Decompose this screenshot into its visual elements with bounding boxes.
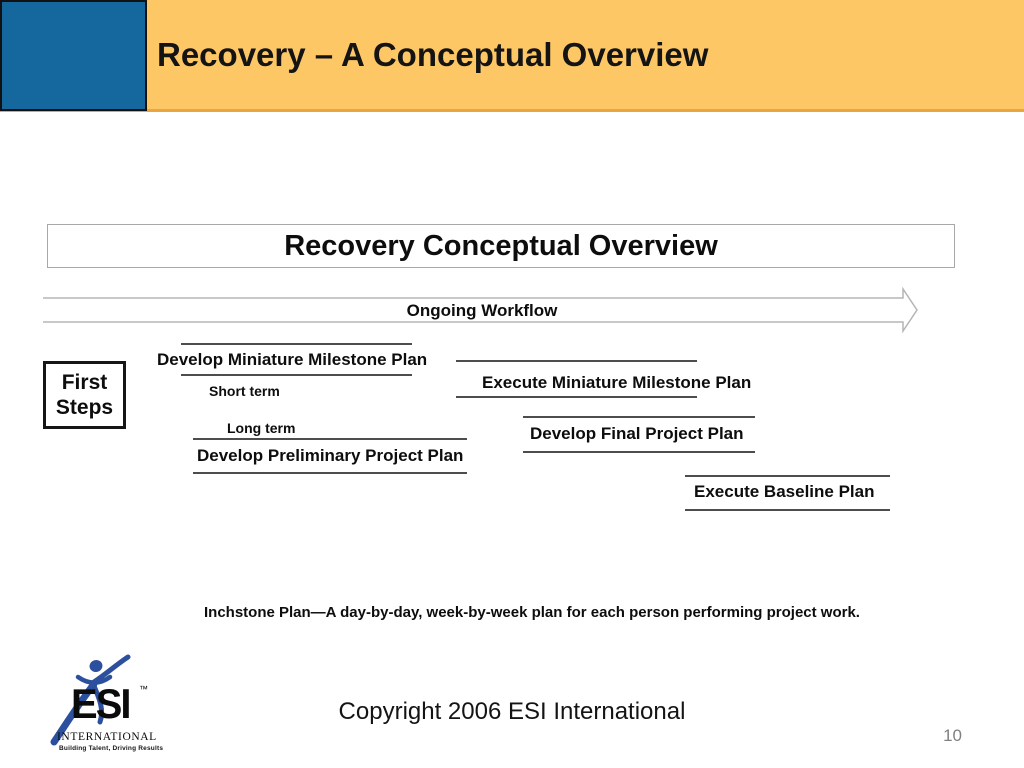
milestone-label-develop-preliminary: Develop Preliminary Project Plan [197,446,464,465]
slide-title: Recovery – A Conceptual Overview [157,35,709,73]
logo-brand-text: ESI [71,680,130,727]
milestone-line [456,396,697,398]
milestone-line [193,438,467,440]
milestone-label-develop-final: Develop Final Project Plan [530,424,744,443]
logo-tagline: Building Talent, Driving Results [59,745,164,752]
milestone-line [523,416,755,418]
milestone-line [685,509,890,511]
milestone-line [181,374,412,376]
header-banner [0,0,1024,112]
copyright-text: Copyright 2006 ESI International [338,698,686,725]
milestone-line [456,360,697,362]
milestone-label-long-term: Long term [227,420,296,436]
first-steps-line2: Steps [55,396,114,419]
milestone-line [685,475,890,477]
milestone-line [193,472,467,474]
milestone-line [181,343,412,345]
first-steps-line1: First [61,370,108,394]
page-number: 10 [943,726,962,745]
milestone-label-develop-miniature: Develop Miniature Milestone Plan [157,350,428,369]
header-accent-box [0,0,147,111]
ongoing-workflow-arrow [40,284,924,336]
inchstone-note: Inchstone Plan—A day-by-day, week-by-week plan for each person performing project work. [204,604,860,621]
workflow-arrow-label: Ongoing Workflow [406,301,558,320]
section-title: Recovery Conceptual Overview [284,229,718,262]
milestone-line [523,451,755,453]
section-title-box [47,224,955,268]
first-steps-box [43,361,126,429]
logo-trademark: ™ [139,684,148,694]
milestone-label-execute-miniature: Execute Miniature Milestone Plan [482,373,752,392]
logo-subtitle: INTERNATIONAL [57,731,157,743]
milestone-label-execute-baseline: Execute Baseline Plan [694,482,875,501]
milestone-label-short-term: Short term [209,383,280,399]
